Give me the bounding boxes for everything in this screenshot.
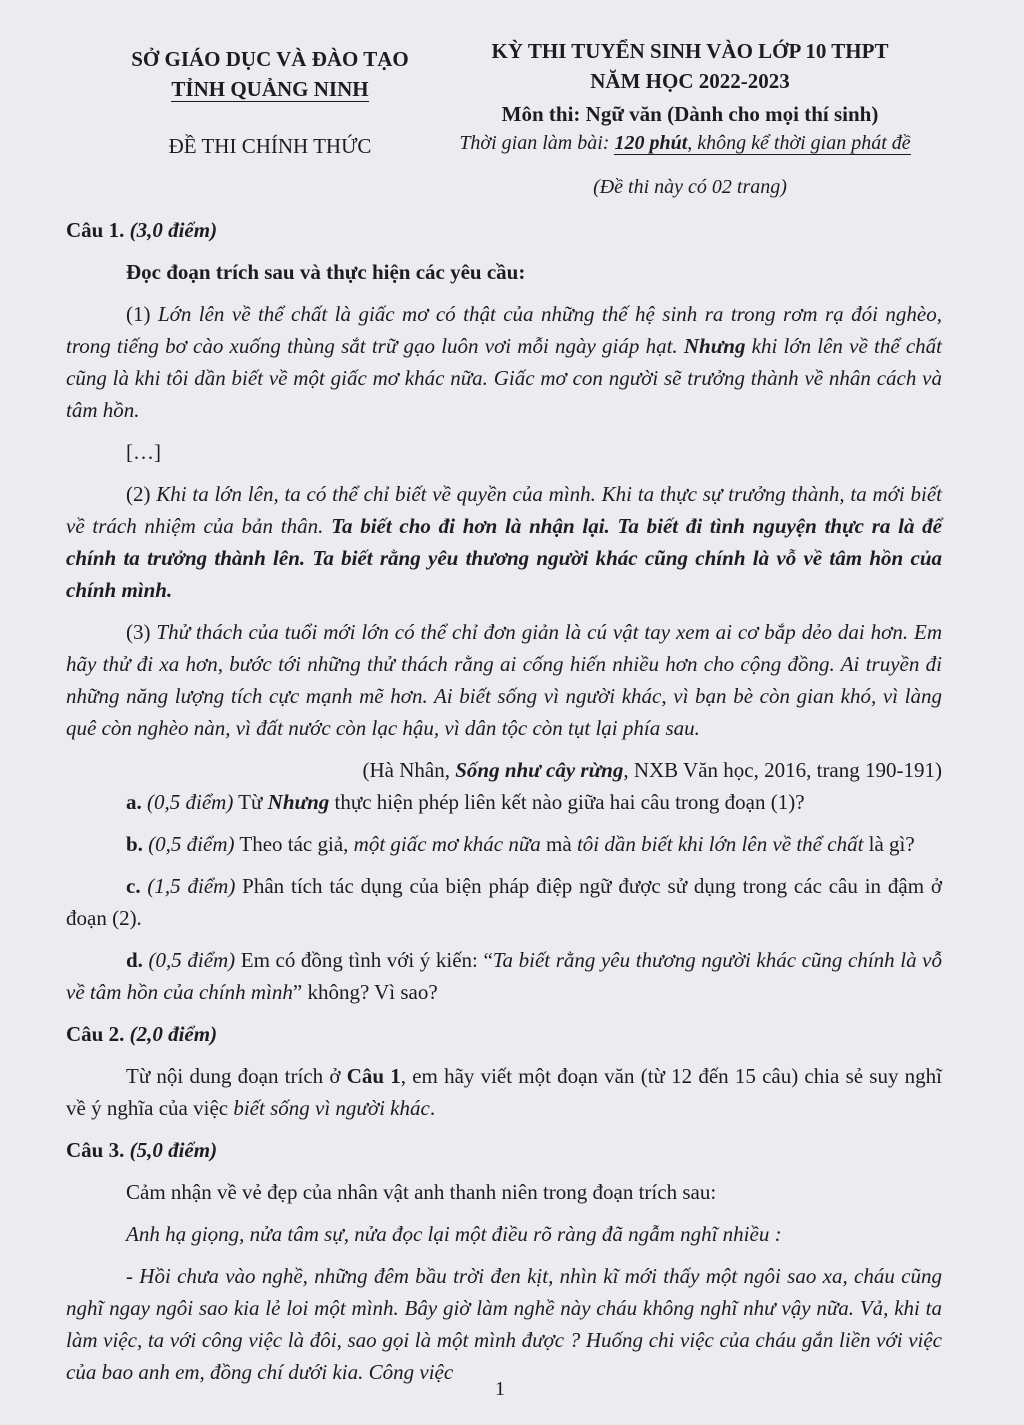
paragraph-2-text: Khi ta lớn lên, ta có thể chỉ biết về quyền của mình. Khi ta thực sự trưởng thành, ta mới biết về trách nhiệm của bản thân.: [66, 482, 942, 538]
province-text: TỈNH QUẢNG NINH: [171, 77, 369, 101]
question-2-topic: biết sống vì người khác: [233, 1096, 430, 1120]
question-1b: [66, 828, 942, 860]
question-1a-points: (0,5 điểm): [147, 790, 234, 814]
passage-paragraph-3: [66, 616, 942, 744]
paragraph-1-text-b: khi lớn lên về thể chất cũng là khi tôi dần biết về một giấc mơ khác nữa. Giấc mơ con người sẽ trưởng thành về nhân cách và tâm hồn.: [66, 334, 942, 422]
question-1b-text-c: là gì?: [863, 832, 915, 856]
question-1c-points: (1,5 điểm): [147, 874, 236, 898]
question-2-reference: Câu 1: [346, 1064, 401, 1088]
question-2-text-b: , em hãy viết một đoạn văn (từ 12 đến 15 câu) chia sẻ suy nghĩ về ý nghĩa của việc: [66, 1064, 942, 1120]
paragraph-3-number: (3): [126, 620, 157, 644]
question-1-heading: [66, 214, 942, 246]
duration-prefix: Thời gian làm bài:: [459, 132, 615, 154]
excerpt-quote: - Hồi chưa vào nghề, những đêm bầu trời đen kịt, nhìn kĩ mới thấy một ngôi sao xa, cháu cũng nghĩ ngay ngôi sao kia lẻ loi một mình. Bây giờ làm nghề này cháu không nghĩ như vậy nữa. Vả, khi ta làm việc, ta với công việc là đôi, sao gọi là một mình được ? Huống chi việc của cháu gắn liền với việc của bao anh em, đồng chí dưới kia. Công việc: [66, 1264, 942, 1384]
question-2-text-a: Từ nội dung đoạn trích ở: [126, 1064, 347, 1088]
passage-source: [66, 754, 942, 786]
passage-paragraph-1: [66, 298, 942, 426]
issuing-department: [60, 44, 480, 104]
official-exam-label: ĐỀ THI CHÍNH THỨC: [168, 134, 372, 158]
paragraph-1-bold-word: Nhưng: [683, 334, 746, 358]
passage-paragraph-2: [66, 478, 942, 606]
source-author: (Hà Nhân,: [362, 758, 456, 782]
excerpt-intro: Anh hạ giọng, nửa tâm sự, nửa đọc lại một điều rõ ràng đã ngẫm nghĩ nhiều :: [126, 1222, 782, 1246]
question-1b-quote-b: tôi dần biết khi lớn lên về thể chất: [576, 832, 864, 856]
question-1d-points: (0,5 điểm): [148, 948, 236, 972]
question-1d: [66, 944, 942, 1008]
exam-heading: [440, 36, 940, 96]
exam-body: [66, 210, 942, 1388]
question-1-title: Câu 1.: [66, 218, 125, 242]
paragraph-1-number: (1): [126, 302, 158, 326]
question-2-text-c: .: [429, 1096, 436, 1120]
exam-title: KỲ THI TUYỂN SINH VÀO LỚP 10 THPT: [491, 39, 889, 63]
question-1d-text-b: ” không? Vì sao?: [292, 980, 438, 1004]
question-1a-label: a.: [126, 790, 142, 814]
question-1d-label: d.: [126, 948, 143, 972]
question-1a-text-a: Từ: [233, 790, 268, 814]
school-year: NĂM HỌC 2022-2023: [590, 69, 790, 93]
paragraph-2-bold-text: Ta biết cho đi hơn là nhận lại. Ta biết đi tình nguyện thực ra là để chính ta trưởng thành lên. Ta biết rằng yêu thương người khác cũng chính là vỗ về tâm hồn của chính mình.: [66, 514, 942, 602]
paragraph-2-number: (2): [126, 482, 157, 506]
duration-value: 120 phút: [614, 132, 688, 154]
question-2-points: (2,0 điểm): [129, 1022, 218, 1046]
question-1b-text-b: mà: [540, 832, 577, 856]
question-1-points: (3,0 điểm): [129, 218, 218, 242]
passage-ellipsis: […]: [126, 440, 161, 464]
source-book-title: Sống như cây rừng: [455, 758, 624, 782]
province-name: [60, 74, 480, 104]
question-1d-quote: Ta biết rằng yêu thương người khác cũng chính là vỗ về tâm hồn của chính mình: [66, 948, 942, 1004]
question-3-title: Câu 3.: [66, 1138, 125, 1162]
paragraph-3-text: Thử thách của tuổi mới lớn có thể chỉ đơn giản là cú vật tay xem ai cơ bắp dẻo dai hơn. Em hãy thử đi xa hơn, bước tới những thử thách rằng ai cống hiến nhiều hơn cho cộng đồng. Ai truyền đi những năng lượng tích cực mạnh mẽ hơn. Ai biết sống vì người khác, vì bạn bè còn gian khó, vì làng quê còn nghèo nàn, vì đất nước còn lạc hậu, vì dân tộc còn tụt lại phía sau.: [66, 620, 942, 740]
question-2-prompt: [66, 1060, 942, 1124]
question-1a-keyword: Nhưng: [267, 790, 330, 814]
exam-duration: [420, 132, 950, 155]
page-count-note: (Đề thi này có 02 trang): [593, 176, 787, 198]
question-1b-quote-a: một giấc mơ khác nữa: [353, 832, 541, 856]
question-3-prompt: Cảm nhận về vẻ đẹp của nhân vật anh thanh niên trong đoạn trích sau:: [126, 1180, 717, 1204]
question-1c-label: c.: [126, 874, 141, 898]
exam-subject: Môn thi: Ngữ văn (Dành cho mọi thí sinh): [501, 102, 879, 126]
question-1c-text: Phân tích tác dụng của biện pháp điệp ngữ được sử dụng trong các câu in đậm ở đoạn (2).: [66, 874, 942, 930]
question-1b-label: b.: [126, 832, 143, 856]
duration-suffix: , không kể thời gian phát đề: [687, 132, 911, 154]
question-2-heading: [66, 1018, 942, 1050]
question-3-points: (5,0 điểm): [129, 1138, 218, 1162]
question-2-title: Câu 2.: [66, 1022, 125, 1046]
question-1b-text-a: Theo tác giả,: [234, 832, 354, 856]
source-publisher: , NXB Văn học, 2016, trang 190-191): [623, 758, 942, 782]
paragraph-1-text-a: Lớn lên về thể chất là giấc mơ có thật của những thế hệ sinh ra trong rơm rạ đói nghèo, trong tiếng bơ cào xuống thùng sắt trữ gạo luôn vơi mỗi ngày giáp hạt.: [66, 302, 942, 358]
question-1d-text-a: Em có đồng tình với ý kiến: “: [235, 948, 493, 972]
page-number: 1: [495, 1378, 505, 1400]
question-3-heading: [66, 1134, 942, 1166]
question-1a-text-b: thực hiện phép liên kết nào giữa hai câu trong đoạn (1)?: [329, 790, 805, 814]
question-1a: [66, 786, 942, 818]
question-1b-points: (0,5 điểm): [148, 832, 235, 856]
department-name: SỞ GIÁO DỤC VÀ ĐÀO TẠO: [131, 47, 409, 71]
reading-instruction: Đọc đoạn trích sau và thực hiện các yêu cầu:: [126, 260, 526, 284]
question-1c: [66, 870, 942, 934]
